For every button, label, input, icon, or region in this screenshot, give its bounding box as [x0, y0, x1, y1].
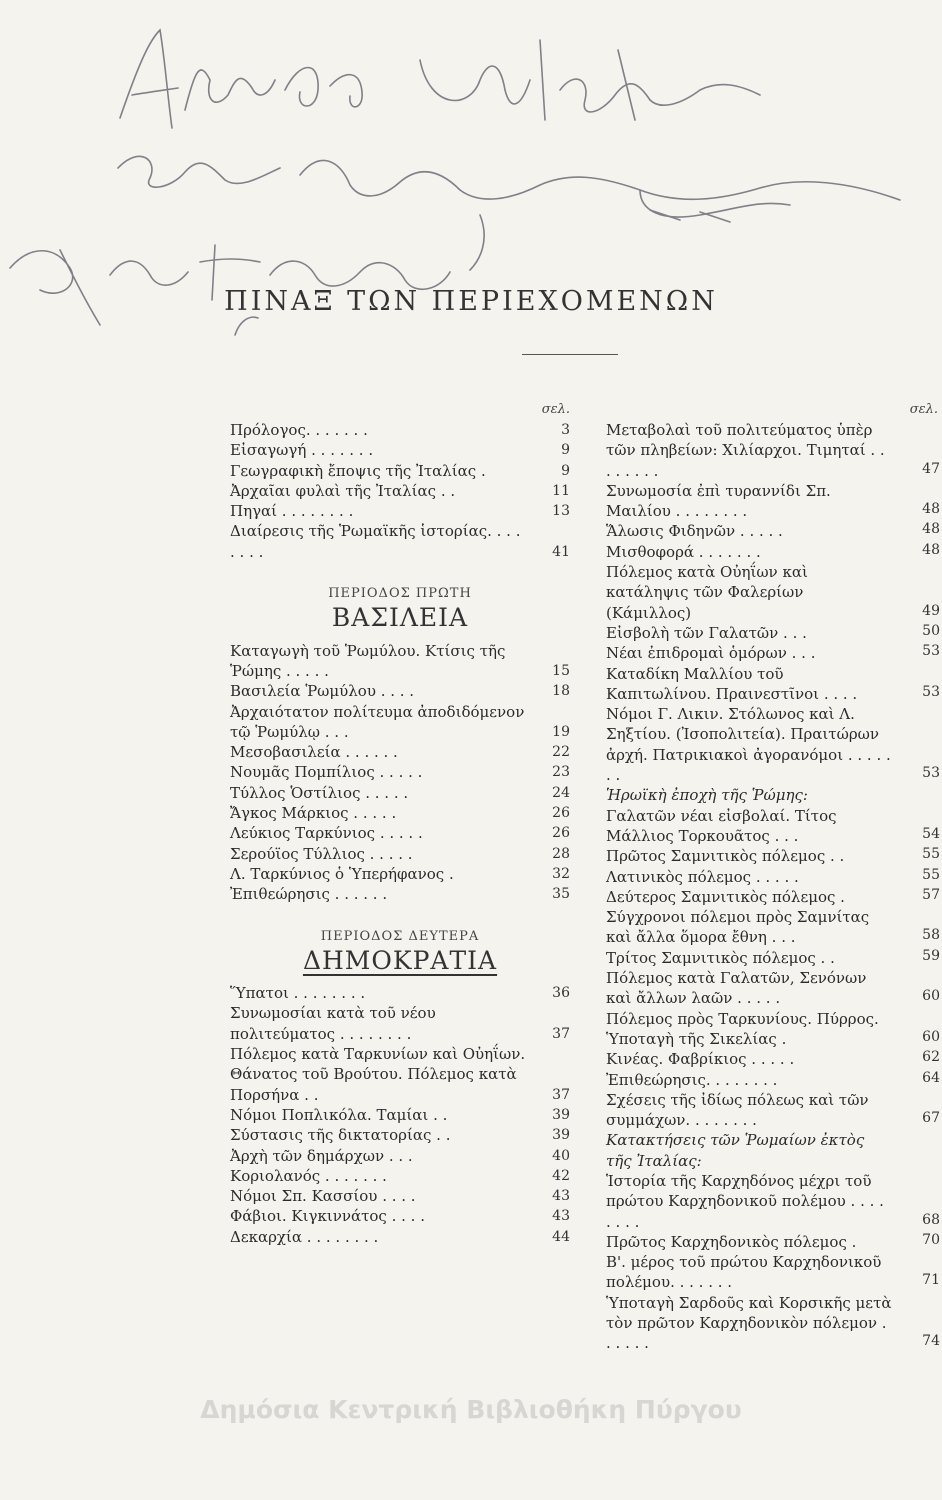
toc-entry-page: 23 — [552, 764, 570, 781]
library-watermark: Δημόσια Κεντρική Βιβλιοθήκη Πύργου — [200, 1395, 742, 1424]
toc-entry-title: Ἅλωσις Φιδηνῶν . . . . . — [606, 522, 783, 541]
toc-entry — [606, 1090, 940, 1131]
toc-entry-title: Πρῶτος Σαμνιτικὸς πόλεμος . . — [606, 847, 845, 866]
toc-entry — [230, 681, 570, 701]
toc-entry-page: 53 — [922, 765, 940, 782]
toc-entry — [230, 702, 570, 743]
title-divider — [522, 354, 618, 355]
toc-entry-page: 11 — [552, 482, 570, 499]
toc-entry — [230, 783, 570, 803]
toc-entry-title: Μεταβολαὶ τοῦ πολιτεύματος ὑπὲρ τῶν πληβείων: Χιλίαρχοι. Τιμηταί . . . . . . . . — [606, 421, 885, 480]
toc-entry — [606, 664, 940, 705]
toc-entry — [606, 947, 940, 968]
toc-entry-page: 55 — [922, 846, 940, 863]
toc-entry-title: Σχέσεις τῆς ἰδίως πόλεως καὶ τῶν συμμάχων. . . . . . . . — [606, 1090, 869, 1130]
toc-entry-title: Καταγωγὴ τοῦ Ῥωμύλου. Κτίσις τῆς Ῥώμης . . . . . — [230, 641, 506, 680]
toc-entry-title: Πόλεμος κατὰ Ταρκυνίων καὶ Οὐηΐων. Θάνατος τοῦ Βρούτου. Πόλεμος κατὰ Πορσήνα . . — [230, 1045, 526, 1104]
toc-entry-title: Εἰσβολὴ τῶν Γαλατῶν . . . — [606, 623, 807, 642]
toc-entry-page: 47 — [922, 460, 940, 477]
toc-entry — [230, 420, 570, 440]
toc-entry-page: 35 — [552, 886, 570, 903]
toc-entry — [606, 886, 940, 907]
toc-entry — [230, 461, 570, 481]
toc-entry — [230, 762, 570, 782]
toc-entry — [606, 1171, 940, 1232]
toc-entry — [606, 481, 940, 522]
toc-entry — [230, 1227, 570, 1247]
toc-entry-page: 49 — [922, 602, 940, 619]
right-entries — [606, 420, 940, 1354]
toc-entry — [606, 866, 940, 887]
toc-entry-page: 37 — [552, 1086, 570, 1103]
toc-entry — [606, 1293, 940, 1354]
toc-entry-page: 18 — [552, 683, 570, 700]
toc-entry-page: 60 — [922, 988, 940, 1005]
toc-entry-page: 26 — [552, 805, 570, 822]
toc-entry-page: 64 — [922, 1069, 940, 1086]
page-title: ΠΙΝΑΞ ΤΩΝ ΠΕΡΙΕΧΟΜΕΝΩΝ — [224, 286, 718, 317]
toc-entry-title: Συνωμοσία ἐπὶ τυραννίδι Σπ. Μαιλίου . . . . . . . . — [606, 481, 831, 521]
toc-entry — [230, 1146, 570, 1166]
toc-entry-title: Λ. Ταρκύνιος ὁ Ὑπερήφανος . — [230, 864, 454, 883]
toc-entry — [230, 1206, 570, 1226]
toc-entry-title: Πόλεμος κατὰ Οὐηΐων καὶ κατάληψις τῶν Φαλερίων (Κάμιλλος) — [606, 563, 808, 622]
toc-entry-page: 19 — [552, 723, 570, 740]
toc-entry — [606, 521, 940, 541]
toc-entry-page: 57 — [922, 886, 940, 903]
toc-entry — [230, 803, 570, 823]
toc-entry-title: Νόμοι Ποπλικόλα. Ταμίαι . . — [230, 1105, 448, 1124]
toc-entry — [230, 1003, 570, 1044]
toc-entry-page: 53 — [922, 683, 940, 700]
toc-entry-page: 53 — [922, 643, 940, 660]
toc-entry-title: Ἀρχαιότατον πολίτευμα ἀποδιδόμενον τῷ Ῥωμύλῳ . . . — [230, 702, 525, 741]
toc-entry-page: 40 — [552, 1147, 570, 1164]
toc-entry-page: 3 — [561, 422, 570, 438]
toc-entry-page: 28 — [552, 845, 570, 862]
toc-entry-page: 50 — [922, 622, 940, 639]
toc-entry-page: 62 — [922, 1049, 940, 1066]
toc-entry-page: 32 — [552, 865, 570, 882]
toc-entry-page: 41 — [552, 543, 570, 560]
toc-entry-title: Πόλεμος κατὰ Γαλατῶν, Σενόνων καὶ ἄλλων λαῶν . . . . . — [606, 969, 867, 1008]
toc-entry-page: 55 — [922, 866, 940, 883]
toc-entry — [230, 481, 570, 501]
toc-entry — [230, 1105, 570, 1125]
toc-entry-page: 48 — [922, 521, 940, 538]
toc-entry-title: Πρόλογος. . . . . . . — [230, 421, 368, 439]
toc-entry-title: Νουμᾶς Πομπίλιος . . . . . — [230, 763, 423, 782]
toc-entry-page: 54 — [922, 825, 940, 842]
toc-entry-page: 42 — [552, 1167, 570, 1184]
toc-entry-title: Σερούϊος Τύλλιος . . . . . — [230, 844, 413, 863]
toc-entry-title: Λεύκιος Ταρκύνιος . . . . . — [230, 824, 423, 843]
toc-entry-title: Κοριολανός . . . . . . . — [230, 1166, 387, 1185]
toc-entry-title: Εἰσαγωγή . . . . . . . — [230, 441, 374, 460]
toc-entry-page: 36 — [552, 985, 570, 1002]
toc-entry-page: 22 — [552, 744, 570, 761]
toc-entry — [606, 968, 940, 1009]
period-entries — [230, 983, 570, 1247]
toc-entry — [606, 907, 940, 948]
toc-entry-page: 44 — [552, 1228, 570, 1245]
toc-entry — [606, 1009, 940, 1050]
period-label: ΠΕΡΙΟΔΟΣ ΔΕΥΤΕΡΑ — [320, 928, 480, 944]
toc-entry-title: Λατινικὸς πόλεμος . . . . . — [606, 867, 799, 886]
toc-entry-title: Ἐπιθεώρησις . . . . . . — [230, 885, 388, 904]
toc-entry-title: Ἐπιθεώρησις. . . . . . . . — [606, 1070, 778, 1089]
toc-entry-page: 43 — [552, 1208, 570, 1225]
toc-entry-title: Συνωμοσίαι κατὰ τοῦ νέου πολιτεύματος . . . . . . . . — [230, 1004, 436, 1043]
toc-entry-title: Μεσοβασιλεία . . . . . . — [230, 743, 398, 762]
toc-entry-title: Ἀρχὴ τῶν δημάρχων . . . — [230, 1146, 413, 1165]
toc-entry-page: 37 — [552, 1025, 570, 1042]
toc-entry — [230, 1186, 570, 1206]
period-entries — [230, 641, 570, 905]
toc-entry-title: Φάβιοι. Κιγκιννάτος . . . . — [230, 1207, 425, 1226]
toc-entry — [230, 1166, 570, 1186]
toc-entry-title: Ἡρωϊκὴ ἐποχὴ τῆς Ῥώμης: — [606, 786, 808, 805]
toc-entry-title: Γεωγραφικὴ ἔποψις τῆς Ἰταλίας . — [230, 461, 486, 480]
toc-entry-page: 9 — [561, 442, 570, 459]
toc-entry — [230, 501, 570, 521]
toc-left-column — [230, 400, 570, 1247]
toc-entry-title: Ἱστορία τῆς Καρχηδόνος μέχρι τοῦ πρώτου Καρχηδονικοῦ πολέμου . . . . . . . . — [606, 1171, 884, 1231]
page-column-label: σελ. — [909, 402, 938, 417]
toc-entry-page: 58 — [922, 927, 940, 944]
toc-entry-page: 74 — [922, 1333, 940, 1350]
intro-entries — [230, 420, 570, 562]
toc-entry — [606, 1069, 940, 1090]
toc-entry — [230, 884, 570, 904]
section-title: ΒΑΣΙΛΕΙΑ — [331, 603, 469, 633]
toc-entry — [230, 641, 570, 682]
toc-entry — [606, 643, 940, 663]
toc-entry-title: Τύλλος Ὁστίλιος . . . . . — [230, 783, 409, 802]
toc-entry — [230, 983, 570, 1003]
toc-entry-title: Γαλατῶν νέαι εἰσβολαί. Τίτος Μάλλιος Τορκουᾶτος . . . — [606, 806, 837, 845]
toc-entry-title: Διαίρεσις τῆς Ῥωμαϊκῆς ἱστορίας. . . . . . . . — [230, 522, 521, 561]
toc-entry-page: 13 — [552, 503, 570, 520]
toc-entry — [230, 1044, 570, 1105]
toc-entry-title: Κινέας. Φαβρίκιος . . . . . — [606, 1050, 795, 1069]
section-title: ΔΗΜΟΚΡΑΤΙΑ — [302, 945, 498, 975]
toc-entry-title: Σύστασις τῆς δικτατορίας . . — [230, 1126, 451, 1145]
toc-entry — [230, 521, 570, 562]
toc-entry-title: Ὑποταγὴ Σαρδοῦς καὶ Κορσικῆς μετὰ τὸν πρῶτον Καρχηδονικὸν πόλεμον . . . . . . — [606, 1293, 892, 1353]
toc-entry-page: 24 — [552, 784, 570, 801]
toc-entry-title: Βασιλεία Ῥωμύλου . . . . — [230, 682, 415, 701]
toc-entry-page: 70 — [922, 1231, 940, 1248]
toc-entry-page: 48 — [922, 501, 940, 518]
toc-right-column — [606, 400, 940, 1354]
toc-entry-title: Σύγχρονοι πόλεμοι πρὸς Σαμνίτας καὶ ἄλλα ὅμορα ἔθνη . . . — [606, 908, 870, 947]
toc-entry-title: Νόμοι Σπ. Κασσίου . . . . — [230, 1187, 416, 1206]
toc-entry — [606, 806, 940, 847]
toc-entry — [606, 785, 918, 805]
toc-entry — [230, 864, 570, 884]
toc-entry-page: 48 — [922, 541, 940, 558]
toc-entry-page: 60 — [922, 1028, 940, 1045]
toc-entry-title: Κατακτήσεις τῶν Ῥωμαίων ἐκτὸς τῆς Ἰταλίας: — [606, 1131, 865, 1170]
page-column-label: σελ. — [541, 402, 570, 417]
toc-entry-page: 39 — [552, 1127, 570, 1144]
toc-entry-title: Μισθοφορά . . . . . . . — [606, 542, 761, 561]
toc-entry-page: 71 — [922, 1272, 940, 1289]
toc-entry-title: Ἀρχαῖαι φυλαὶ τῆς Ἰταλίας . . — [230, 481, 456, 500]
toc-entry-title: Δεύτερος Σαμνιτικὸς πόλεμος . — [606, 887, 845, 906]
toc-entry-title: Νέαι ἐπιδρομαὶ ὁμόρων . . . — [606, 644, 816, 663]
toc-entry-title: Πηγαί . . . . . . . . — [230, 502, 354, 521]
toc-entry — [230, 440, 570, 460]
toc-entry — [606, 541, 940, 562]
toc-entry-page: 26 — [552, 825, 570, 842]
toc-entry — [606, 1049, 940, 1069]
toc-entry — [230, 823, 570, 843]
toc-entry — [606, 622, 940, 643]
toc-entry-page: 43 — [552, 1188, 570, 1205]
toc-entry-title: Πρῶτος Καρχηδονικὸς πόλεμος . — [606, 1232, 857, 1251]
toc-entry-page: 68 — [922, 1211, 940, 1228]
toc-entry — [606, 1231, 940, 1252]
toc-entry — [230, 844, 570, 864]
toc-entry-title: Β'. μέρος τοῦ πρώτου Καρχηδονικοῦ πολέμου. . . . . . . — [606, 1253, 882, 1292]
toc-entry-page: 39 — [552, 1106, 570, 1123]
toc-entry — [606, 1252, 940, 1293]
toc-entry-title: Ὕπατοι . . . . . . . . — [230, 984, 366, 1003]
toc-entry-page: 9 — [561, 462, 570, 479]
toc-entry — [230, 1125, 570, 1145]
toc-entry-title: Πόλεμος πρὸς Ταρκυνίους. Πύρρος. Ὑποταγὴ τῆς Σικελίας . — [606, 1009, 879, 1048]
toc-entry-page: 15 — [552, 662, 570, 679]
toc-entry — [606, 420, 940, 481]
toc-entry-page: 67 — [922, 1110, 940, 1127]
toc-entry — [606, 846, 940, 866]
toc-entry-title: Τρίτος Σαμνιτικὸς πόλεμος . . — [606, 948, 835, 967]
toc-entry — [606, 704, 940, 785]
toc-entry — [606, 562, 940, 623]
toc-entry-page: 59 — [922, 947, 940, 964]
toc-entry-title: Δεκαρχία . . . . . . . . — [230, 1227, 379, 1246]
toc-entry-title: Καταδίκη Μαλλίου τοῦ Καπιτωλίνου. Πραινεστῖνοι . . . . — [606, 664, 858, 703]
toc-entry — [230, 742, 570, 762]
period-label: ΠΕΡΙΟΔΟΣ ΠΡΩΤΗ — [328, 586, 472, 602]
toc-entry — [606, 1130, 918, 1171]
toc-entry-title: Νόμοι Γ. Λικιν. Στόλωνος καὶ Λ. Σηξτίου. (Ἰσοπολιτεία). Πραιτώρων ἀρχή. Πατρικιακοὶ ἀγορανόμοι . . . . . . . — [606, 705, 891, 785]
toc-entry-title: Ἄγκος Μάρκιος . . . . . — [230, 804, 397, 823]
